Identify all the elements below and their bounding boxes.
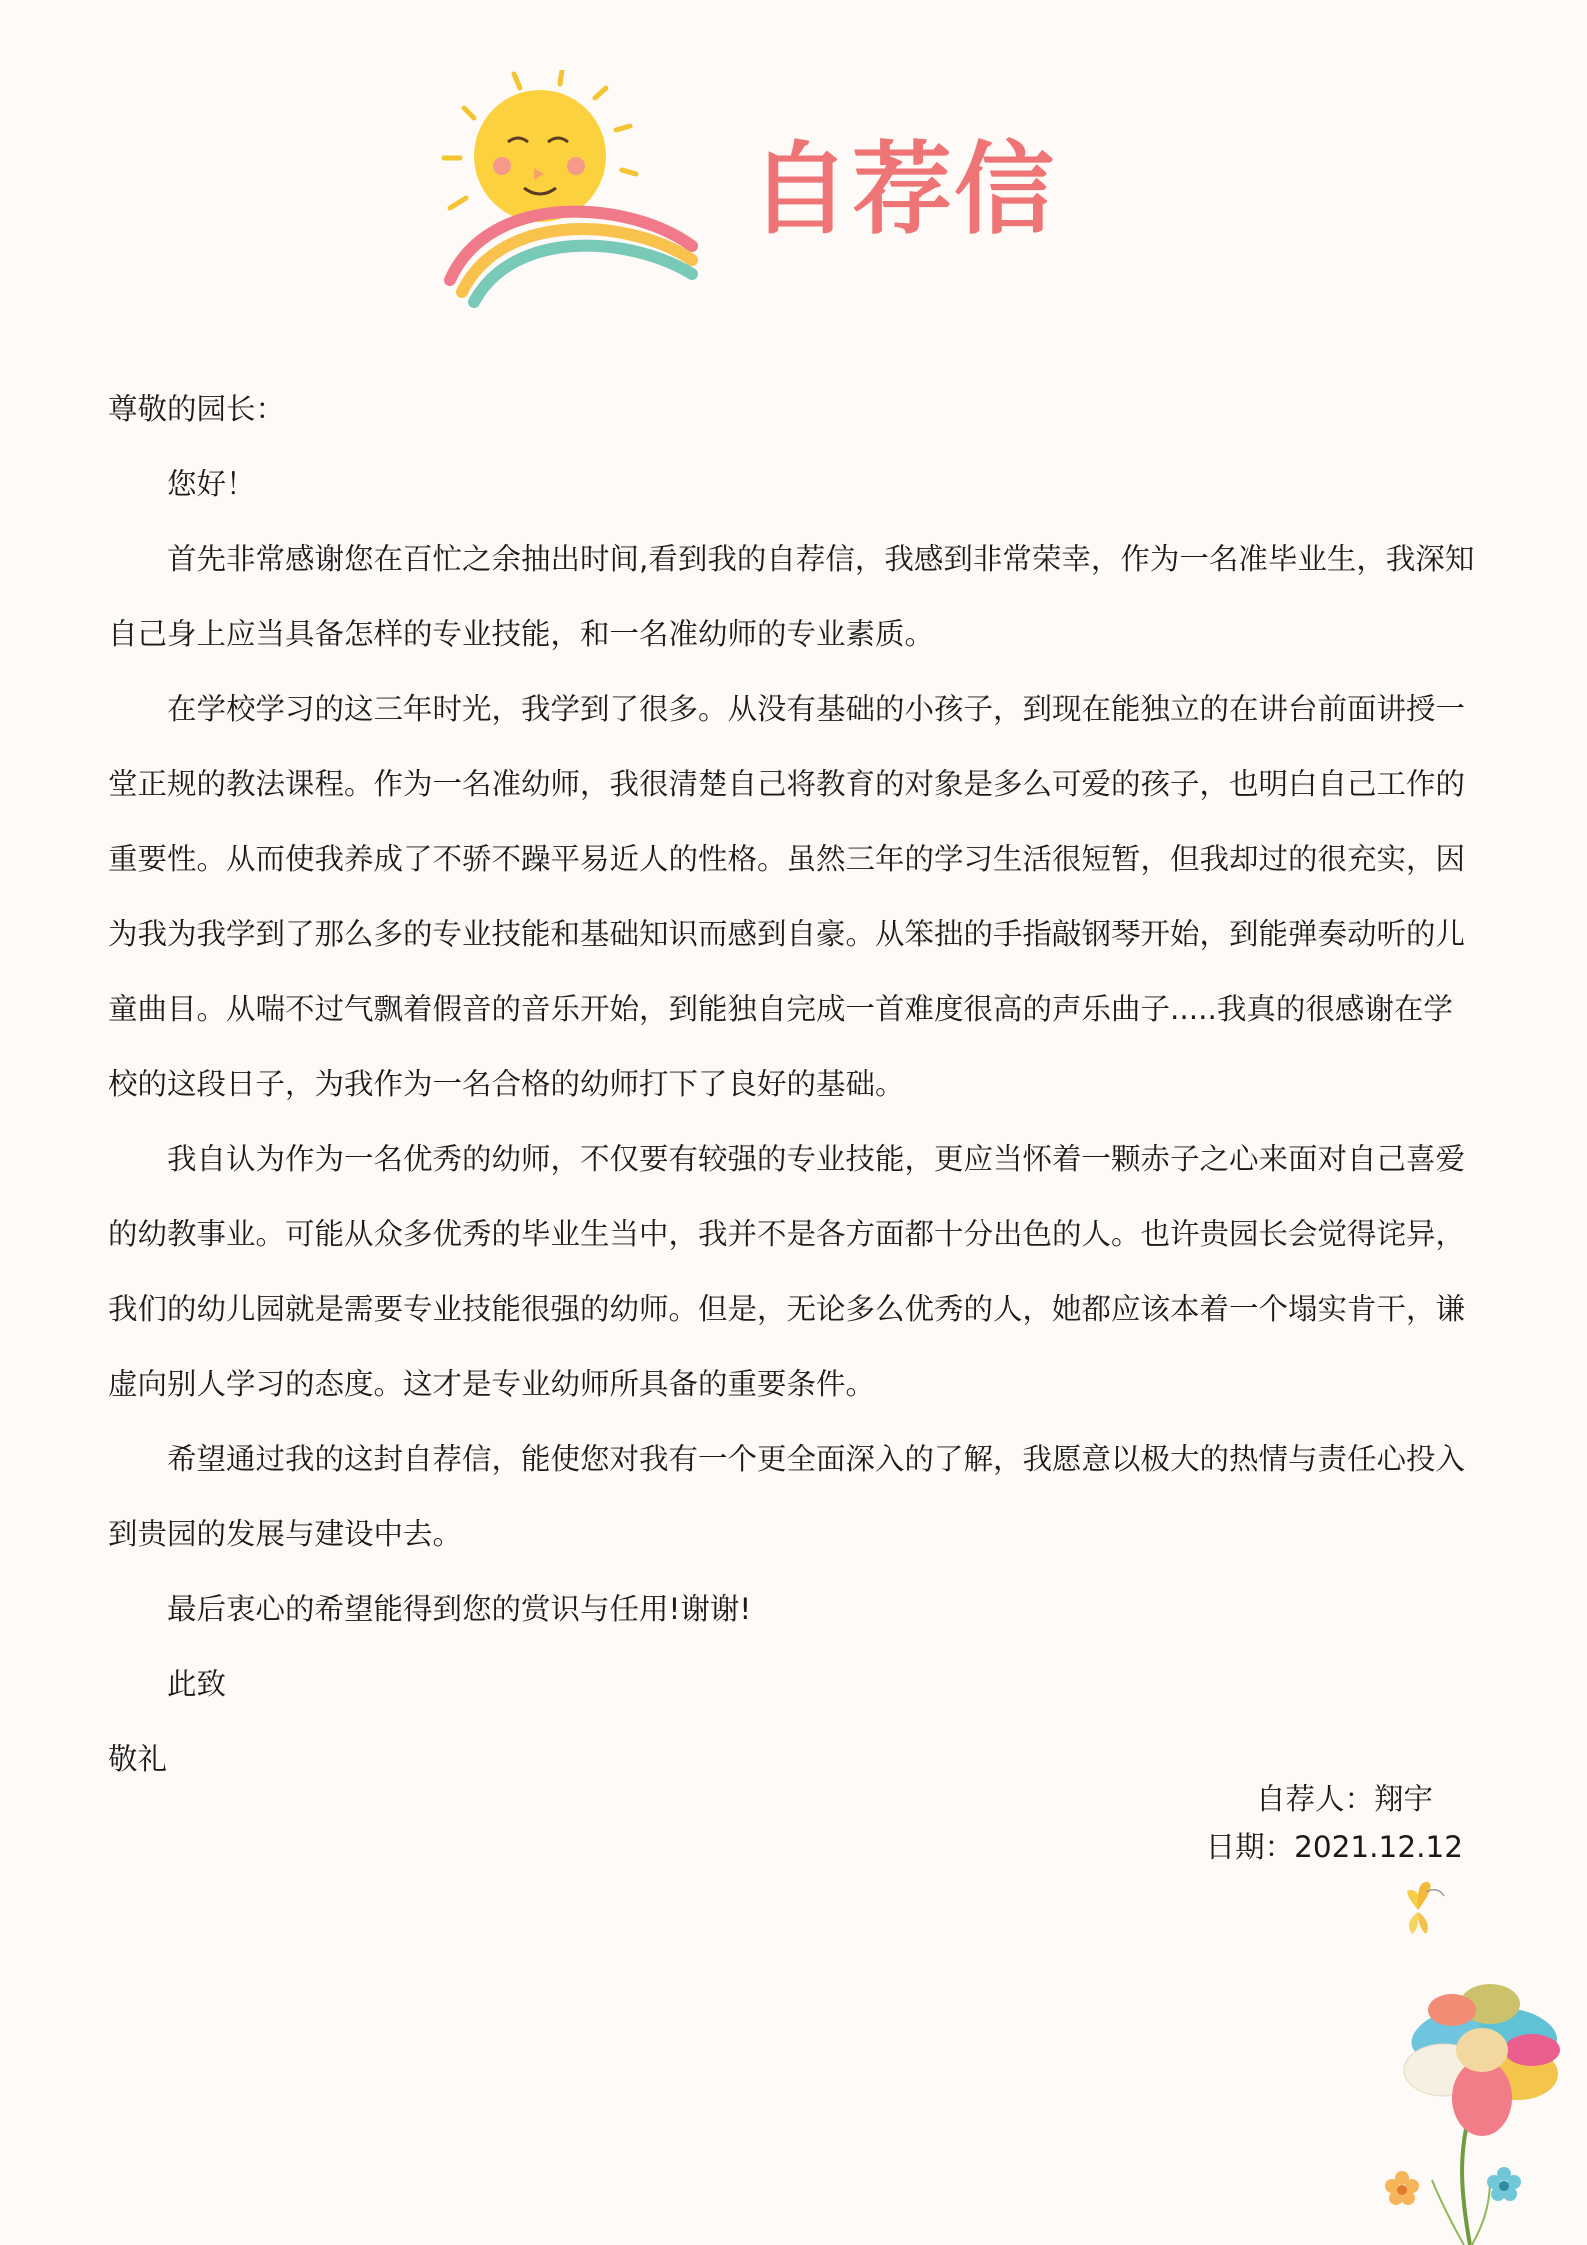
paragraph: 最后衷心的希望能得到您的赏识与任用!谢谢! [167,1592,752,1626]
paragraph: 首先非常感谢您在百忙之余抽出时间,看到我的自荐信，我感到非常荣幸，作为一名准毕业生，我深知自己身上应当具备怎样的专业技能，和一名准幼师的专业素质。 [108,542,1475,651]
flower-butterfly-icon [1340,1880,1580,2245]
paragraph: 在学校学习的这三年时光，我学到了很多。从没有基础的小孩子，到现在能独立的在讲台前面讲授一堂正规的教法课程。作为一名准幼师，我很清楚自己将教育的对象是多么可爱的孩子，也明白自己工作的重要性。从而使我养成了不骄不躁平易近人的性格。虽然三年的学习生活很短暂，但我却过的很充实，因为我为我学到了那么多的专业技能和基础知识而感到自豪。从笨拙的手指敲钢琴开始，到能弹奏动听的儿童曲目。从喘不过气飘着假音的音乐开始，到能独自完成一首难度很高的声乐曲子.....我真的很感谢在学校的这段日子，为我作为一名合格的幼师打下了良好的基础。 [108,692,1466,1101]
greeting: 尊敬的园长： [108,392,286,426]
regards: 敬礼 [108,1742,168,1776]
signer-name: 自荐人：翔宇 [1255,1782,1433,1816]
sun-rainbow-icon [430,70,710,310]
signature-block [1206,1775,1463,1871]
paragraph: 希望通过我的这封自荐信，能使您对我有一个更全面深入的了解，我愿意以极大的热情与责任心投入到贵园的发展与建设中去。 [108,1442,1466,1551]
paragraph: 我自认为作为一名优秀的幼师，不仅要有较强的专业技能，更应当怀着一颗赤子之心来面对自己喜爱的幼教事业。可能从众多优秀的毕业生当中，我并不是各方面都十分出色的人。也许贵园长会觉得诧异，我们的幼儿园就是需要专业技能很强的幼师。但是，无论多么优秀的人，她都应该本着一个塌实肯干，谦虚向别人学习的态度。这才是专业幼师所具备的重要条件。 [108,1142,1466,1401]
letter-body [108,372,1480,1797]
page-title: 自荐信 [750,131,1056,248]
sign-date: 日期：2021.12.12 [1205,1830,1463,1864]
closing: 此致 [167,1667,227,1701]
hello-line: 您好！ [167,467,256,501]
